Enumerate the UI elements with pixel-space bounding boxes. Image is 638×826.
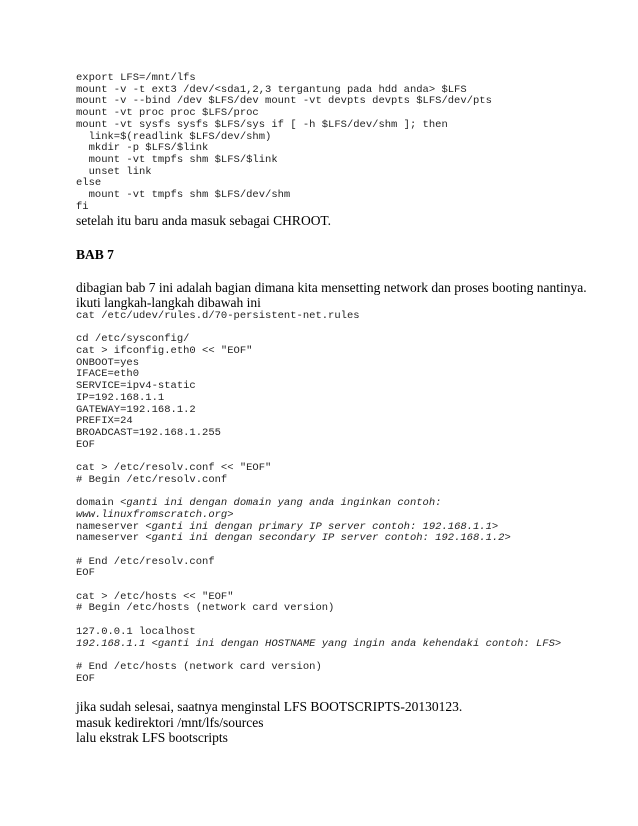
paragraph-chroot: setelah itu baru anda masuk sebagai CHROOT.: [76, 213, 332, 229]
code-line: BROADCAST=192.168.1.255: [76, 426, 221, 439]
heading-bab-7: BAB 7: [76, 246, 114, 262]
code-line: # End /etc/resolv.conf: [76, 555, 215, 568]
code-line: mount -v -t ext3 /dev/<sda1,2,3 tergantung pada hdd anda> $LFS: [76, 83, 467, 96]
paragraph-bootscripts: jika sudah selesai, saatnya menginstal LFS BOOTSCRIPTS-20130123.: [76, 699, 463, 715]
code-keyword: domain: [76, 497, 121, 510]
code-placeholder: <ganti ini dengan primary IP server contoh: 192.168.1.1>: [145, 520, 499, 533]
code-line: cd /etc/sysconfig/: [76, 333, 190, 346]
document-content: [76, 73, 596, 746]
code-placeholder: <ganti ini dengan domain yang anda inginkan contoh:: [120, 497, 442, 510]
code-line: cat > /etc/hosts << "EOF": [76, 590, 234, 603]
paragraph-sources-dir: masuk kedirektori /mnt/lfs/sources: [76, 714, 264, 730]
code-line: EOF: [76, 438, 95, 451]
paragraph-instruction: ikuti langkah-langkah dibawah ini: [76, 295, 261, 311]
code-line: mount -vt tmpfs shm $LFS/$link: [76, 153, 278, 166]
code-block-resolv-conf: [76, 463, 596, 580]
paragraph-intro: dibagian bab 7 ini adalah bagian dimana kita mensetting network dan proses booting nantinya.: [76, 279, 587, 295]
code-line: mount -vt sysfs sysfs $LFS/sys if [ -h $LFS/dev/shm ]; then: [76, 118, 448, 131]
code-keyword: nameserver: [76, 532, 146, 545]
code-block-hosts: [76, 592, 596, 686]
code-line: mount -vt proc proc $LFS/proc: [76, 107, 259, 120]
code-line: cat > /etc/resolv.conf << "EOF": [76, 462, 272, 475]
code-line: mount -vt tmpfs shm $LFS/dev/shm: [76, 189, 291, 202]
code-line: mount -v --bind /dev $LFS/dev mount -vt devpts devpts $LFS/dev/pts: [76, 95, 492, 108]
code-line: PREFIX=24: [76, 415, 133, 428]
code-line: GATEWAY=192.168.1.2: [76, 403, 196, 416]
code-line: EOF: [76, 672, 95, 685]
code-line: export LFS=/mnt/lfs: [76, 72, 196, 84]
code-line: cat > ifconfig.eth0 << "EOF": [76, 345, 253, 358]
code-line: IFACE=eth0: [76, 368, 140, 381]
code-line: EOF: [76, 567, 95, 580]
code-line: link=$(readlink $LFS/dev/shm): [76, 130, 272, 143]
code-placeholder: <ganti ini dengan secondary IP server contoh: 192.168.1.2>: [145, 532, 511, 545]
code-line: ONBOOT=yes: [76, 356, 140, 369]
code-line: fi: [76, 200, 89, 213]
code-line-localhost: 127.0.0.1 localhost: [76, 625, 196, 638]
code-line: SERVICE=ipv4-static: [76, 380, 196, 393]
code-line-domain-cont: www.linuxfromscratch.org>: [76, 508, 234, 521]
code-line: # Begin /etc/resolv.conf: [76, 473, 228, 486]
code-line-udev-rules: cat /etc/udev/rules.d/70-persistent-net.rules: [76, 309, 360, 322]
code-block-ifconfig: [76, 334, 596, 451]
code-line-hostname: 192.168.1.1 <ganti ini dengan HOSTNAME yang ingin anda kehendaki contoh: LFS>: [76, 637, 562, 650]
code-line: unset link: [76, 165, 152, 178]
paragraph-extract: lalu ekstrak LFS bootscripts: [76, 730, 228, 746]
code-keyword: nameserver: [76, 520, 146, 533]
code-line: mkdir -p $LFS/$link: [76, 142, 209, 155]
code-line: # Begin /etc/hosts (network card version): [76, 602, 335, 615]
code-line: IP=192.168.1.1: [76, 391, 165, 404]
code-line: else: [76, 177, 102, 190]
code-block-mount: [76, 73, 596, 213]
code-line: # End /etc/hosts (network card version): [76, 660, 322, 673]
code-line-nameserver-2: [76, 533, 596, 545]
